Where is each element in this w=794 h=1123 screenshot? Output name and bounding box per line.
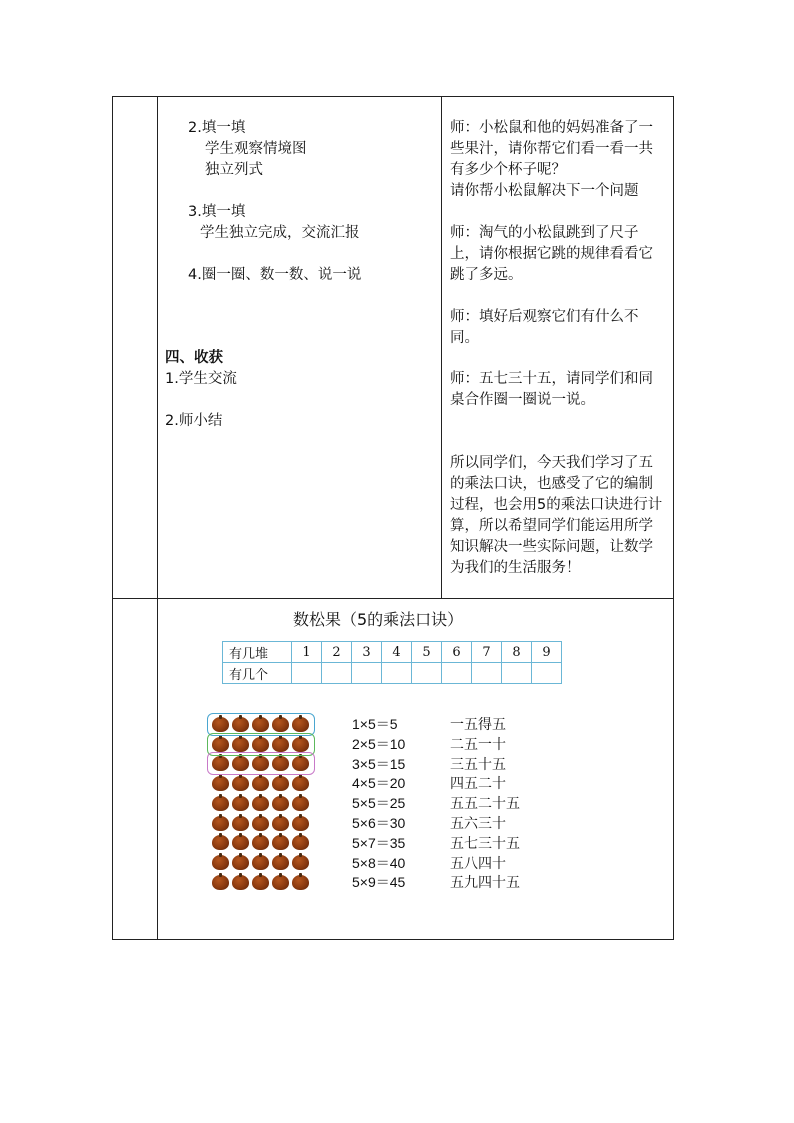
count-table-row — [223, 663, 562, 684]
equation: 5×6＝30 — [352, 815, 406, 831]
teacher-text-4: 师：五七三十五，请同学们和同桌合作圈一圈说一说。 — [450, 371, 653, 408]
teacher-text-5: 所以同学们，今天我们学习了五的乘法口诀，也感受了它的编制过程，也会用5的乘法口诀进行计算，所以希望同学们能运用所学知识解决一些实际问题，让数学为我们的生活服务！ — [450, 455, 663, 576]
pinecone-icon — [212, 816, 229, 831]
pinecone-icon — [292, 875, 309, 890]
pinecone-icon — [252, 835, 269, 850]
item3-title: 3.填一填 — [188, 204, 246, 220]
teacher-text-3: 师：填好后观察它们有什么不同。 — [450, 309, 639, 346]
pinecone-icon — [292, 796, 309, 811]
pinecone-icon — [272, 816, 289, 831]
count-table-row — [223, 642, 562, 663]
pinecone-icon — [212, 875, 229, 890]
pinecone-icon — [252, 776, 269, 791]
multiplication-rhyme: 五六三十 — [450, 816, 506, 832]
equation: 5×7＝35 — [352, 834, 406, 851]
circle-group-outline — [207, 752, 315, 775]
equation: 4×5＝20 — [352, 775, 406, 792]
pinecone-icon — [212, 776, 229, 791]
blank-cell — [442, 663, 472, 684]
equation: 1×5＝5 — [352, 716, 398, 732]
equation: 3×5＝15 — [352, 755, 406, 772]
pinecone-icon — [252, 816, 269, 831]
blank-cell — [472, 663, 502, 684]
pinecone-icon — [272, 855, 289, 870]
equation: 5×9＝45 — [352, 874, 406, 891]
blank-cell — [292, 663, 322, 684]
equation: 5×8＝40 — [352, 854, 406, 871]
pinecone-icon — [292, 835, 309, 850]
pinecone-icon — [212, 796, 229, 811]
multiplication-rhyme: 五七三十五 — [450, 835, 520, 852]
pinecone-icon — [252, 796, 269, 811]
multiplication-rhyme: 五八四十 — [450, 855, 506, 872]
column-number: 7 — [472, 642, 502, 663]
row2-label: 有几个 — [223, 663, 292, 684]
pinecone-icon — [232, 835, 249, 850]
table-divider-middle — [441, 96, 442, 598]
blank-cell — [532, 663, 562, 684]
column-number: 5 — [412, 642, 442, 663]
column-number: 3 — [352, 642, 382, 663]
pinecone-icon — [272, 776, 289, 791]
column-number: 1 — [292, 642, 322, 663]
pinecone-icon — [292, 816, 309, 831]
table-divider-row — [112, 598, 674, 599]
table-divider-left — [157, 96, 158, 940]
pinecone-icon — [292, 776, 309, 791]
pinecone-icon — [272, 796, 289, 811]
multiplication-rhyme: 三五十五 — [450, 756, 506, 773]
pinecone-icon — [232, 776, 249, 791]
blank-cell — [412, 663, 442, 684]
item2-line1: 学生观察情境图 — [205, 141, 307, 157]
column-number: 6 — [442, 642, 472, 663]
multiplication-rhyme: 四五二十 — [450, 776, 506, 793]
multiplication-rhyme: 五五二十五 — [450, 796, 520, 813]
row1-label: 有几堆 — [223, 642, 292, 663]
blank-cell — [322, 663, 352, 684]
column-number: 9 — [532, 642, 562, 663]
multiplication-rhyme: 二五一十 — [450, 736, 506, 753]
pinecone-icon — [212, 855, 229, 870]
section4-title: 四、收获 — [165, 350, 223, 366]
item2-line2: 独立列式 — [205, 162, 263, 178]
blank-cell — [502, 663, 532, 684]
pinecone-icon — [212, 835, 229, 850]
column-number: 8 — [502, 642, 532, 663]
pinecone-icon — [252, 875, 269, 890]
column-number: 4 — [382, 642, 412, 663]
teacher-text-2: 师：淘气的小松鼠跳到了尺子上，请你根据它跳的规律看看它跳了多远。 — [450, 225, 653, 283]
count-table — [222, 641, 562, 684]
pinecone-icon — [272, 875, 289, 890]
section4-item1: 1.学生交流 — [165, 371, 237, 387]
item2-title: 2.填一填 — [188, 120, 246, 136]
pinecone-icon — [272, 835, 289, 850]
multiplication-rhyme: 五九四十五 — [450, 875, 520, 892]
pinecone-icon — [292, 855, 309, 870]
blank-cell — [382, 663, 412, 684]
item4-title: 4.圈一圈、数一数、说一说 — [188, 267, 362, 283]
column-number: 2 — [322, 642, 352, 663]
multiplication-rhyme: 一五得五 — [450, 717, 506, 733]
equation: 2×5＝10 — [352, 735, 406, 752]
section4-item2: 2.师小结 — [165, 413, 223, 429]
pinecone-icon — [252, 855, 269, 870]
teacher-text-1: 师：小松鼠和他的妈妈准备了一些果汁，请你帮它们看一看一共有多少个杯子呢？ — [450, 120, 653, 178]
blank-cell — [352, 663, 382, 684]
equation: 5×5＝25 — [352, 795, 406, 812]
pinecone-icon — [232, 875, 249, 890]
teacher-text-1b: 请你帮小松鼠解决下一个问题 — [450, 183, 639, 199]
figure-title: 数松果（5的乘法口诀） — [293, 610, 464, 629]
pinecone-icon — [232, 796, 249, 811]
pinecone-icon — [232, 816, 249, 831]
pinecone-icon — [232, 855, 249, 870]
item3-line1: 学生独立完成，交流汇报 — [200, 225, 360, 241]
